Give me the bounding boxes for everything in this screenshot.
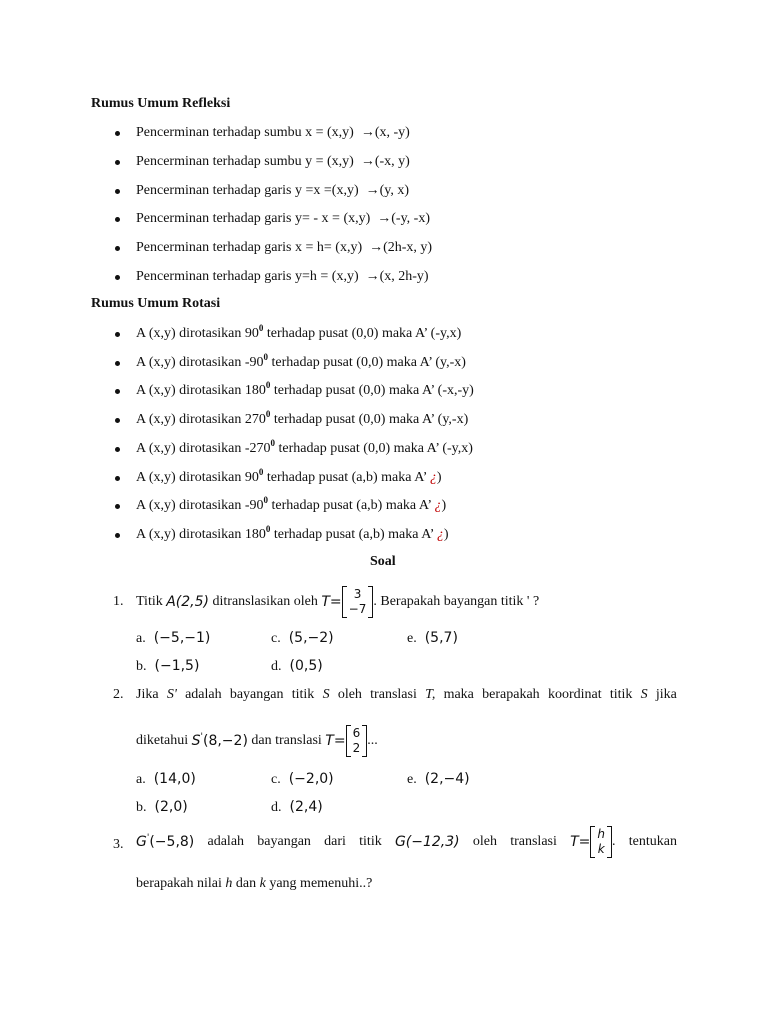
translation-matrix [590, 826, 612, 858]
question-3-line-1 [136, 826, 677, 858]
option-value: (−1,5) [154, 658, 200, 674]
degree-mark: 0 [270, 437, 276, 448]
option-label: c. [271, 772, 281, 787]
option-label: e. [407, 772, 417, 787]
rotasi-text: ) [441, 498, 447, 514]
refleksi-item: Pencerminan terhadap garis y =x =(x,y) →(y, x) [136, 182, 410, 198]
bullet-icon [115, 476, 120, 481]
degree-mark: 0 [265, 409, 271, 420]
answer-option [271, 800, 323, 815]
bullet-icon [115, 447, 120, 452]
matrix-cell: k [597, 842, 605, 856]
refleksi-heading: Rumus Umum Refleksi [91, 96, 231, 111]
rotasi-text: terhadap pusat (a,b) maka A’ [268, 498, 435, 514]
error-glyph: ¿ [436, 526, 444, 542]
answer-option [136, 659, 199, 674]
s-prime: S' [191, 732, 203, 749]
rotasi-text: A (x,y) dirotasikan 90 [136, 326, 259, 341]
refleksi-item: Pencerminan terhadap sumbu x = (x,y) →(x, -y) [136, 125, 410, 140]
rotasi-text: A (x,y) dirotasikan 180 [136, 526, 266, 542]
option-value: (2,−4) [424, 771, 470, 787]
rotasi-item [136, 380, 474, 399]
rotasi-item [136, 466, 442, 485]
question-word: berapakah [482, 687, 540, 702]
answer-option [136, 800, 188, 815]
question-text: Titik [136, 594, 167, 609]
rotasi-text: A (x,y) dirotasikan -90 [136, 498, 264, 514]
question-number: 1. [113, 594, 124, 609]
question-word: oleh [472, 834, 497, 849]
question-word: translasi [510, 834, 557, 849]
matrix-cell: h [597, 827, 606, 841]
bullet-icon [115, 217, 120, 222]
question-word: translasi [370, 687, 417, 702]
option-value: (14,0) [153, 771, 196, 787]
option-value: (0,5) [289, 658, 323, 674]
degree-mark: 0 [263, 351, 269, 362]
question-2-line-2 [136, 725, 378, 757]
bullet-icon [115, 533, 120, 538]
rotasi-heading: Rumus Umum Rotasi [91, 296, 221, 311]
option-label: e. [407, 631, 417, 646]
option-value: (−5,−1) [153, 630, 211, 646]
refleksi-item: Pencerminan terhadap sumbu y = (x,y) →(-x, y) [136, 153, 410, 169]
matrix-cell: 2 [352, 741, 361, 755]
question-word: dari [324, 834, 346, 849]
degree-mark: 0 [258, 323, 264, 333]
rotasi-text: A (x,y) dirotasikan 270 [136, 412, 266, 428]
soal-heading: Soal [370, 554, 396, 569]
error-glyph: ¿ [429, 469, 437, 485]
rotasi-text: ) [436, 469, 442, 485]
point-a: A(2,5) [166, 594, 209, 610]
bullet-icon [115, 361, 120, 366]
bullet-icon [115, 246, 120, 251]
option-label: c. [271, 631, 281, 646]
rotasi-text: ) [443, 526, 449, 542]
refleksi-item: Pencerminan terhadap garis x = h= (x,y) →(2h-x, y) [136, 240, 433, 256]
rotasi-item [136, 437, 473, 456]
question-word: koordinat [547, 687, 602, 702]
matrix-cell: −7 [348, 602, 367, 616]
bullet-icon [115, 389, 120, 394]
refleksi-item: Pencerminan terhadap garis y=h = (x,y) →(x, 2h-y) [136, 269, 429, 284]
error-glyph: ¿ [434, 498, 442, 514]
matrix-cell: 3 [353, 587, 362, 601]
answer-option [271, 772, 334, 787]
rotasi-text: terhadap pusat (0,0) maka A’ (-y,x) [263, 326, 462, 341]
question-number: 2. [113, 687, 124, 702]
question-text: dan [232, 876, 260, 891]
rotasi-text: A (x,y) dirotasikan 90 [136, 469, 259, 485]
var-k: k [259, 876, 266, 891]
question-word: T, [425, 687, 436, 702]
answer-option [271, 659, 323, 674]
degree-mark: 0 [265, 380, 271, 391]
rotasi-item [136, 495, 447, 514]
rotasi-text: A (x,y) dirotasikan -90 [136, 354, 264, 370]
rotasi-item [136, 323, 462, 341]
refleksi-item: Pencerminan terhadap garis y= - x = (x,y) →(-y, -x) [136, 211, 431, 227]
rotasi-text: A (x,y) dirotasikan 180 [136, 383, 266, 399]
translation-expression [570, 826, 615, 858]
question-text: ... [367, 733, 378, 748]
question-number: 3. [113, 837, 124, 852]
rotasi-text: terhadap pusat (a,b) maka A’ [263, 469, 430, 485]
question-text: yang memenuhi..? [265, 876, 373, 891]
rotasi-text: terhadap pusat (0,0) maka A’ (-y,x) [275, 440, 473, 456]
option-label: b. [136, 659, 147, 674]
answer-option [271, 631, 334, 646]
question-word: bayangan [229, 687, 284, 702]
option-label: a. [136, 631, 146, 646]
translation-label: T= [570, 834, 591, 850]
g-prime: G'(−5,8) [136, 833, 195, 850]
question-text: berapakah nilai [136, 876, 226, 891]
question-word: S [322, 687, 330, 702]
answer-option [136, 631, 210, 646]
question-text: dan translasi [247, 733, 326, 748]
question-word: titik [291, 687, 315, 702]
option-value: (5,−2) [288, 630, 334, 646]
question-word: titik [359, 834, 382, 849]
question-3-line-2 [136, 877, 372, 891]
question-word: adalah [207, 834, 245, 849]
degree-mark: 0 [258, 466, 264, 477]
option-label: d. [271, 659, 282, 674]
point-g: G(−12,3) [394, 834, 460, 850]
question-word: S [640, 687, 648, 702]
option-label: b. [136, 800, 147, 815]
question-word: tentukan [628, 834, 677, 849]
rotasi-text: terhadap pusat (0,0) maka A’ (-x,-y) [270, 383, 474, 399]
bullet-icon [115, 131, 120, 136]
question-word: adalah [185, 687, 222, 702]
question-word: titik [609, 687, 633, 702]
question-text: diketahui [136, 733, 192, 748]
bullet-icon [115, 418, 120, 423]
bullet-icon [115, 160, 120, 165]
question-word: . [612, 834, 616, 849]
option-value: (2,0) [154, 799, 188, 815]
option-value: (5,7) [424, 630, 458, 646]
question-word: S' [166, 687, 177, 702]
bullet-icon [115, 275, 120, 280]
degree-mark: 0 [265, 523, 271, 534]
option-label: a. [136, 772, 146, 787]
translation-label: T= [325, 733, 346, 749]
answer-option [136, 772, 196, 787]
rotasi-text: terhadap pusat (a,b) maka A’ [270, 526, 437, 542]
rotasi-text: A (x,y) dirotasikan -270 [136, 440, 271, 456]
option-label: d. [271, 800, 282, 815]
answer-option [407, 631, 458, 646]
rotasi-item [136, 523, 449, 542]
question-word: jika [655, 687, 677, 702]
bullet-icon [115, 504, 120, 509]
answer-option [407, 772, 470, 787]
question-word: bayangan [257, 834, 311, 849]
rotasi-text: terhadap pusat (0,0) maka A’ (y,-x) [268, 354, 466, 370]
s-prime-value: (8,−2) [202, 733, 248, 749]
question-2-line-1 [136, 688, 677, 702]
translation-matrix [342, 586, 374, 618]
option-value: (2,4) [289, 799, 323, 815]
question-word: Jika [136, 687, 159, 702]
degree-mark: 0 [263, 495, 269, 506]
bullet-icon [115, 332, 120, 337]
question-1 [136, 586, 539, 618]
rotasi-item [136, 351, 466, 370]
question-word: oleh [337, 687, 362, 702]
var-h: h [225, 876, 233, 891]
option-value: (−2,0) [288, 771, 334, 787]
rotasi-item [136, 409, 469, 428]
question-text: . Berapakah bayangan titik ' ? [373, 594, 540, 609]
matrix-cell: 6 [352, 726, 361, 740]
bullet-icon [115, 189, 120, 194]
translation-label: T= [321, 594, 342, 610]
question-word: maka [443, 687, 474, 702]
rotasi-text: terhadap pusat (0,0) maka A’ (y,-x) [270, 412, 469, 428]
translation-matrix [346, 725, 368, 757]
question-text: ditranslasikan oleh [209, 594, 322, 609]
